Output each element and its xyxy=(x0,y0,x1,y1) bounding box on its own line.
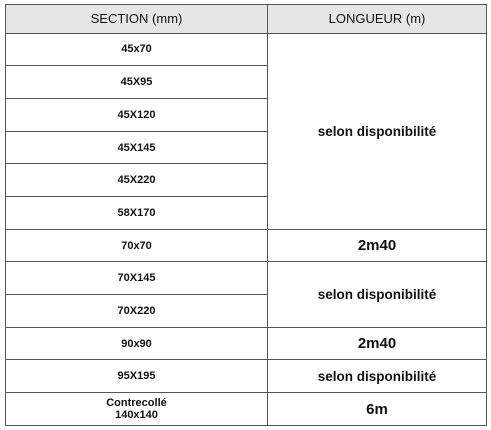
section-cell: 70x70 xyxy=(6,229,268,262)
header-section: SECTION (mm) xyxy=(6,5,268,34)
section-line-1: Contrecollé xyxy=(106,397,167,410)
table-header-row xyxy=(6,5,487,34)
table-row xyxy=(6,327,487,360)
section-cell: 95X195 xyxy=(6,360,268,393)
table-row xyxy=(6,393,487,426)
section-cell: 70X145 xyxy=(6,262,268,295)
length-cell: 2m40 xyxy=(268,327,487,360)
table-row xyxy=(6,33,487,66)
table-row xyxy=(6,262,487,295)
length-cell: 2m40 xyxy=(268,229,487,262)
length-cell: 6m xyxy=(268,393,487,426)
section-cell: 90x90 xyxy=(6,327,268,360)
section-length-table xyxy=(5,4,487,426)
header-longueur: LONGUEUR (m) xyxy=(268,5,487,34)
length-cell: selon disponibilité xyxy=(268,262,487,327)
section-cell: 58X170 xyxy=(6,197,268,230)
section-cell: 45x70 xyxy=(6,33,268,66)
length-cell: selon disponibilité xyxy=(268,33,487,229)
section-cell: 45X220 xyxy=(6,164,268,197)
section-cell: 45X120 xyxy=(6,98,268,131)
table-row xyxy=(6,360,487,393)
section-cell: 70X220 xyxy=(6,295,268,328)
section-line-2: 140x140 xyxy=(115,409,158,422)
section-cell: 45X145 xyxy=(6,131,268,164)
section-cell: 45X95 xyxy=(6,66,268,99)
length-cell: selon disponibilité xyxy=(268,360,487,393)
section-cell xyxy=(6,393,268,426)
table-row xyxy=(6,229,487,262)
